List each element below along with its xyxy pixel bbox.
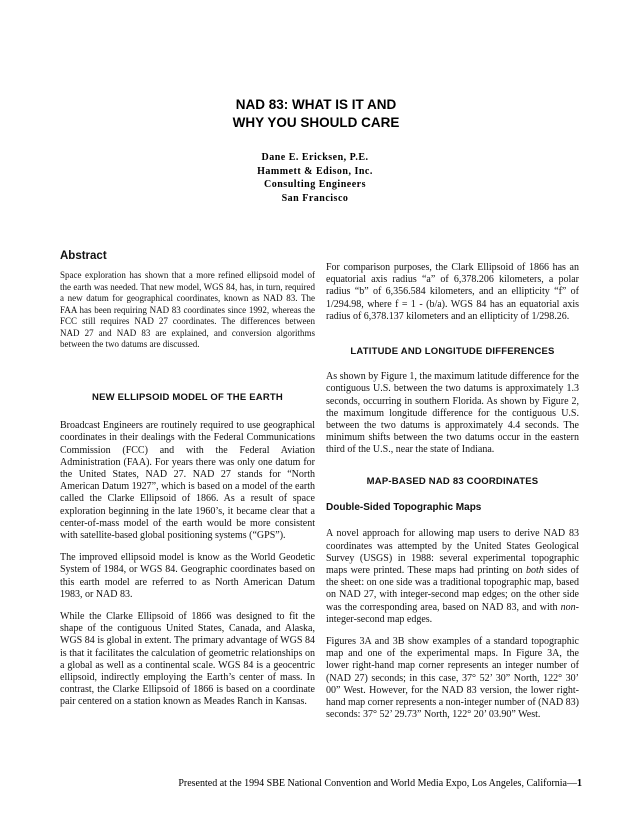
author-company: Hammett & Edison, Inc. <box>257 165 373 177</box>
title-line-2: WHY YOU SHOULD CARE <box>232 115 400 130</box>
map-p1-part-a: A novel approach for allowing map users to derive NAD 83 coordinates was attempted by the United States Geological Survey (USGS) in 1988: several experimental topographic maps were printed. These maps had printing on <box>326 528 579 577</box>
map-paragraph-1 <box>326 528 579 626</box>
abstract-block <box>60 250 315 351</box>
comparison-block <box>326 262 579 323</box>
map-heading: MAP-BASED NAD 83 COORDINATES <box>366 476 539 487</box>
author-name: Dane E. Ericksen, P.E. <box>261 152 369 163</box>
map-p1-emphasis-non: non <box>560 601 576 613</box>
map-p1-part-c: -integer-second map edges. <box>326 601 579 625</box>
abstract-heading: Abstract <box>60 250 107 262</box>
ellipsoid-paragraph-1: Broadcast Engineers are routinely required to use geographical coordinates in their dealings with the Federal Communications Commission (FCC) and with the Federal Aviation Administration (FAA). For years there was only one datum for the United States, NAD 27. NAD 27 stands for “North American Datum 1927”, which is based on a model of the earth called the Clarke Ellipsoid of 1866. As a result of space exploration beginning in the late 1960’s, it became clear that a center-of-mass model of the earth would be more consistent with satellite-based global positioning systems (“GPS”). <box>60 420 315 542</box>
map-section <box>326 476 579 721</box>
author-city: San Francisco <box>281 192 349 204</box>
ellipsoid-paragraph-3: While the Clarke Ellipsoid of 1866 was designed to fit the shape of the contiguous United States, Canada, and Alaska, WGS 84 is global in extent. The primary advantage of WGS 84 is that it facilitates the calculation of geometric relationships on a global as well as a continental scale. WGS 84 is a geocentric ellipsoid, indirectly employing the Earth’s center of mass. In contrast, the Clarke Ellipsoid of 1866 is based on a coordinate pair centered on a station known as Meades Ranch in Kansas. <box>60 611 315 708</box>
map-p1-part-b: sides of the sheet: on one side was a traditional topographic map, based on NAD 27, with integer-second map edges; on the other side was the corresponding area, based on NAD 83, and with <box>326 565 579 613</box>
latlong-heading: LATITUDE AND LONGITUDE DIFFERENCES <box>350 346 555 357</box>
latlong-paragraph: As shown by Figure 1, the maximum latitude difference for the contiguous U.S. between the two datums is approximately 1.3 seconds, occurring in southern Florida. As shown by Figure 2, the maximum longitude difference for the contiguous U.S. between the two datums is approximately 4.4 seconds. The minimum shifts between the two datums occur in the eastern third of the U.S., near the state of Indiana. <box>326 371 579 456</box>
ellipsoid-paragraph-2: The improved ellipsoid model is know as the World Geodetic System of 1984, or WGS 84. Geographic coordinates based on this earth model are referred to as North American Datum 1983, or NAD 83. <box>60 552 315 600</box>
footer-text: Presented at the 1994 SBE National Convention and World Media Expo, Los Angeles, California— <box>178 778 577 789</box>
comparison-paragraph: For comparison purposes, the Clark Ellipsoid of 1866 has an equatorial axis radius “a” of 6,378.206 kilometers, a polar radius “b” of 6,356.584 kilometers, and an ellipticity “f” of 1/294.98, where f = 1 - (b/a). WGS 84 has an equatorial axis radius of 6,378.137 kilometers and an ellipticity of 1/298.26. <box>326 262 579 322</box>
page-footer <box>60 778 582 789</box>
author-block <box>210 151 420 205</box>
map-paragraph-2: Figures 3A and 3B show examples of a standard topographic map and one of the experimental maps. In Figure 3A, the lower right-hand map corner represents an integer number of (NAD 27) seconds; in this case, 37° 52’ 30” North, 122° 30’ 00” West. However, for the NAD 83 version, the lower right-hand map corner represents a non-integer number of (NAD 83) seconds: 37° 52’ 29.73” North, 122° 20’ 03.90” West. <box>326 636 579 721</box>
title-line-1: NAD 83: WHAT IS IT AND <box>235 97 397 112</box>
ellipsoid-section <box>60 392 315 709</box>
abstract-text: Space exploration has shown that a more refined ellipsoid model of the earth was needed. That new model, WGS 84, has, in turn, required a new datum for geographical coordinates, known as NAD 83. The FAA has been requiring NAD 83 coordinates since 1992, whereas the FCC still requires NAD 27 coordinates. The differences between NAD 27 and NAD 83 are explained, and conversion algorithms between the two datums are discussed. <box>60 270 315 350</box>
author-role: Consulting Engineers <box>264 179 366 190</box>
paper-title <box>160 96 472 132</box>
map-p1-emphasis-both: both <box>525 565 544 577</box>
latlong-section <box>326 346 579 457</box>
ellipsoid-heading: NEW ELLIPSOID MODEL OF THE EARTH <box>92 392 283 403</box>
map-subheading: Double-Sided Topographic Maps <box>326 502 482 514</box>
page-number: 1 <box>577 778 582 789</box>
